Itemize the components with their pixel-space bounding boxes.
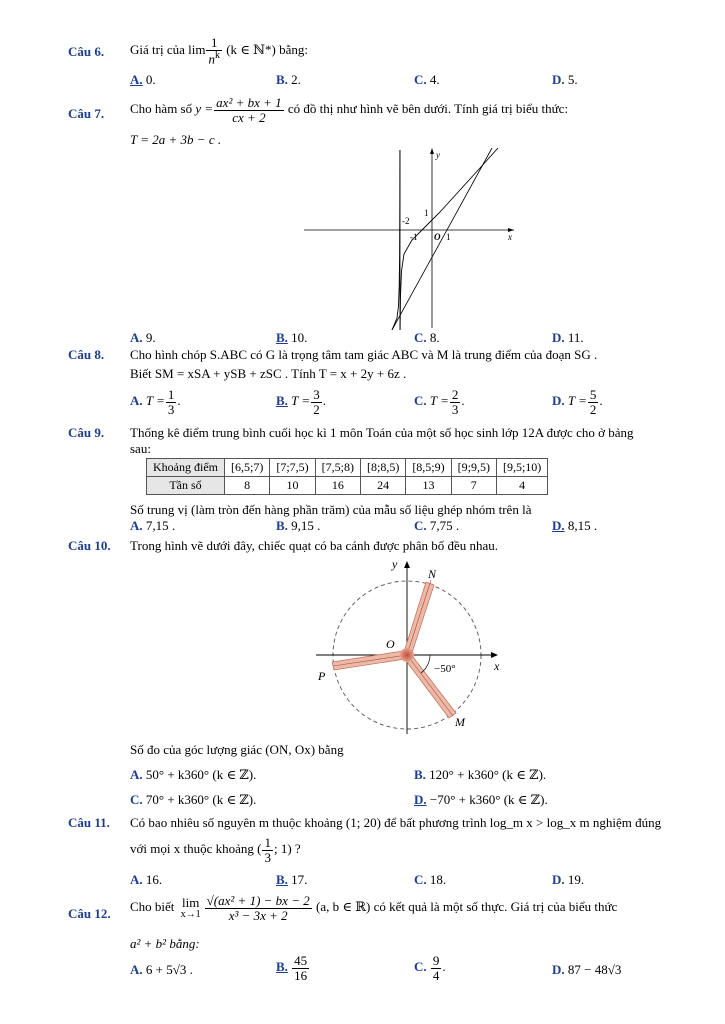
q7-function-graph: [300, 146, 520, 330]
q10-fan-figure: [306, 552, 510, 736]
q9-option-d[interactable]: D. 8,15 .: [552, 518, 598, 533]
q7-option-a[interactable]: A. 9.: [130, 330, 156, 345]
question-10-line-1: Trong hình vẽ dưới đây, chiếc quạt có ba cánh được phân bố đều nhau.: [130, 538, 499, 553]
q11-option-d[interactable]: D. 19.: [552, 872, 585, 887]
q10-option-b[interactable]: B. 120° + k360° (k ∈ ℤ).: [414, 767, 547, 782]
graph-tick-1-y: 1: [424, 208, 429, 218]
fig-point-n: N: [428, 567, 437, 581]
graph-tick-minus-2: -2: [402, 216, 410, 226]
q10-option-d[interactable]: D. −70° + k360° (k ∈ ℤ).: [414, 792, 548, 807]
table-cell: [8;8,5): [360, 459, 405, 477]
question-10-line-2: Số đo của góc lượng giác (ON, Ox) bằng: [130, 742, 344, 757]
table-cell: 4: [496, 477, 547, 495]
graph-tick-minus-1: -1: [410, 232, 418, 242]
question-9-line-2: sau:: [130, 441, 151, 456]
q11-option-b[interactable]: B. 17.: [276, 872, 308, 887]
question-12-number: Câu 12.: [68, 906, 111, 921]
question-6-stem: Giá trị của lim $\frac{1}{n^k}$ (k ∈ ℕ*) bằng:: [130, 35, 309, 66]
q6-option-c[interactable]: C. 4.: [414, 72, 440, 87]
table-cell: [7,5;8): [315, 459, 360, 477]
q11-option-c[interactable]: C. 18.: [414, 872, 447, 887]
question-12-stem: Cho biết lim x→1 $\frac{\text{√(ax² + 1) − bx − 2}}{\text{x³ − 3x + 2}}$ (a, b ∈ ℝ) có kết quả là một số thực. Giá trị của biểu thức: [130, 893, 618, 923]
q8-option-d[interactable]: D. T = $\frac{5}{2}$ .: [552, 387, 603, 417]
question-6-number: Câu 6.: [68, 44, 105, 59]
question-7-expression: T = 2a + 3b − c .: [130, 132, 222, 147]
table-row: [147, 477, 548, 495]
table-cell: 10: [270, 477, 315, 495]
q10-option-c[interactable]: C. 70° + k360° (k ∈ ℤ).: [130, 792, 257, 807]
table-cell: [6,5;7): [225, 459, 270, 477]
q9-option-c[interactable]: C. 7,75 .: [414, 518, 460, 533]
question-10-number: Câu 10.: [68, 538, 111, 553]
question-12-line-2: a² + b² bằng:: [130, 936, 200, 951]
fig-point-m: M: [455, 715, 465, 729]
q8-option-b[interactable]: B. T = $\frac{3}{2}$ .: [276, 387, 326, 417]
frequency-table: [146, 458, 548, 495]
fig-angle-label: −50°: [434, 663, 456, 675]
table-header-interval: Khoảng điểm: [147, 459, 225, 477]
table-cell: 7: [451, 477, 496, 495]
curve-left-branch: [392, 150, 400, 330]
table-cell: [9,5;10): [496, 459, 547, 477]
ray-on: [407, 580, 431, 655]
y-axis-arrow-icon: [430, 148, 434, 154]
x-axis-arrow-icon: [491, 652, 498, 658]
table-cell: [7;7,5): [270, 459, 315, 477]
fig-x-label: x: [494, 659, 500, 673]
question-7-number: Câu 7.: [68, 106, 105, 121]
q7-option-c[interactable]: C. 8.: [414, 330, 440, 345]
question-9-line-1: Thống kê điểm trung bình cuối học kì 1 môn Toán của một số học sinh lớp 12A được cho ở bảng: [130, 425, 634, 440]
q12-option-b[interactable]: B. $\frac{45}{16}$: [276, 953, 308, 983]
fig-point-p: P: [318, 669, 326, 683]
fan-hub: [400, 648, 414, 662]
table-row: [147, 459, 548, 477]
graph-origin-label: O: [434, 232, 441, 242]
graph-y-label: y: [436, 150, 440, 160]
q6-option-d[interactable]: D. 5.: [552, 72, 578, 87]
table-cell: 13: [406, 477, 451, 495]
q10-option-a[interactable]: A. 50° + k360° (k ∈ ℤ).: [130, 767, 257, 782]
table-cell: [9;9,5): [451, 459, 496, 477]
question-9-number: Câu 9.: [68, 425, 105, 440]
q9-option-b[interactable]: B. 9,15 .: [276, 518, 321, 533]
oblique-asymptote: [392, 148, 492, 330]
question-9-line-3: Số trung vị (làm tròn đến hàng phần trăm) của mẫu số liệu ghép nhóm trên là: [130, 502, 532, 517]
graph-tick-1-x: 1: [446, 232, 451, 242]
question-8-line-1: Cho hình chóp S.ABC có G là trọng tâm tam giác ABC và M là trung điểm của đoạn SG .: [130, 347, 598, 362]
table-cell: 16: [315, 477, 360, 495]
fig-y-label: y: [392, 557, 398, 571]
table-header-frequency: Tần số: [147, 477, 225, 495]
question-7-stem: Cho hàm số y = $\frac{\text{ax² + bx + 1}}{cx + 2}$ có đồ thị như hình vẽ bên dưới. Tính giá trị biểu thức:: [130, 95, 569, 125]
question-11-line-1: Có bao nhiêu số nguyên m thuộc khoảng (1; 20) để bất phương trình log_m x > log_x m nghiệm đúng: [130, 815, 662, 830]
table-cell: 8: [225, 477, 270, 495]
q6-option-b[interactable]: B. 2.: [276, 72, 301, 87]
question-11-number: Câu 11.: [68, 815, 110, 830]
q11-option-a[interactable]: A. 16.: [130, 872, 163, 887]
question-11-line-2: với mọi x thuộc khoảng ( $\frac{1}{3}$ ; 1) ?: [130, 835, 301, 865]
q7-option-b[interactable]: B. 10.: [276, 330, 308, 345]
graph-x-label: x: [508, 232, 512, 242]
q9-option-a[interactable]: A. 7,15 .: [130, 518, 176, 533]
y-axis-arrow-icon: [404, 561, 410, 568]
fan-blade-n: [404, 582, 434, 656]
q12-option-a[interactable]: A. 6 + 5√3 .: [130, 962, 193, 977]
table-cell: [8,5;9): [406, 459, 451, 477]
q6-option-a[interactable]: A. 0.: [130, 72, 156, 87]
fig-origin-label: O: [386, 637, 395, 651]
table-cell: 24: [360, 477, 405, 495]
q8-option-a[interactable]: A. T = $\frac{1}{3}$ .: [130, 387, 181, 417]
q7-option-d[interactable]: D. 11.: [552, 330, 584, 345]
q12-option-c[interactable]: C. $\frac{9}{4}$ .: [414, 953, 446, 983]
q12-option-d[interactable]: D. 87 − 48√3: [552, 962, 622, 977]
question-8-line-2: Biết SM = xSA + ySB + zSC . Tính T = x + 2y + 6z .: [130, 366, 407, 381]
question-8-number: Câu 8.: [68, 347, 105, 362]
q8-option-c[interactable]: C. T = $\frac{2}{3}$ .: [414, 387, 465, 417]
